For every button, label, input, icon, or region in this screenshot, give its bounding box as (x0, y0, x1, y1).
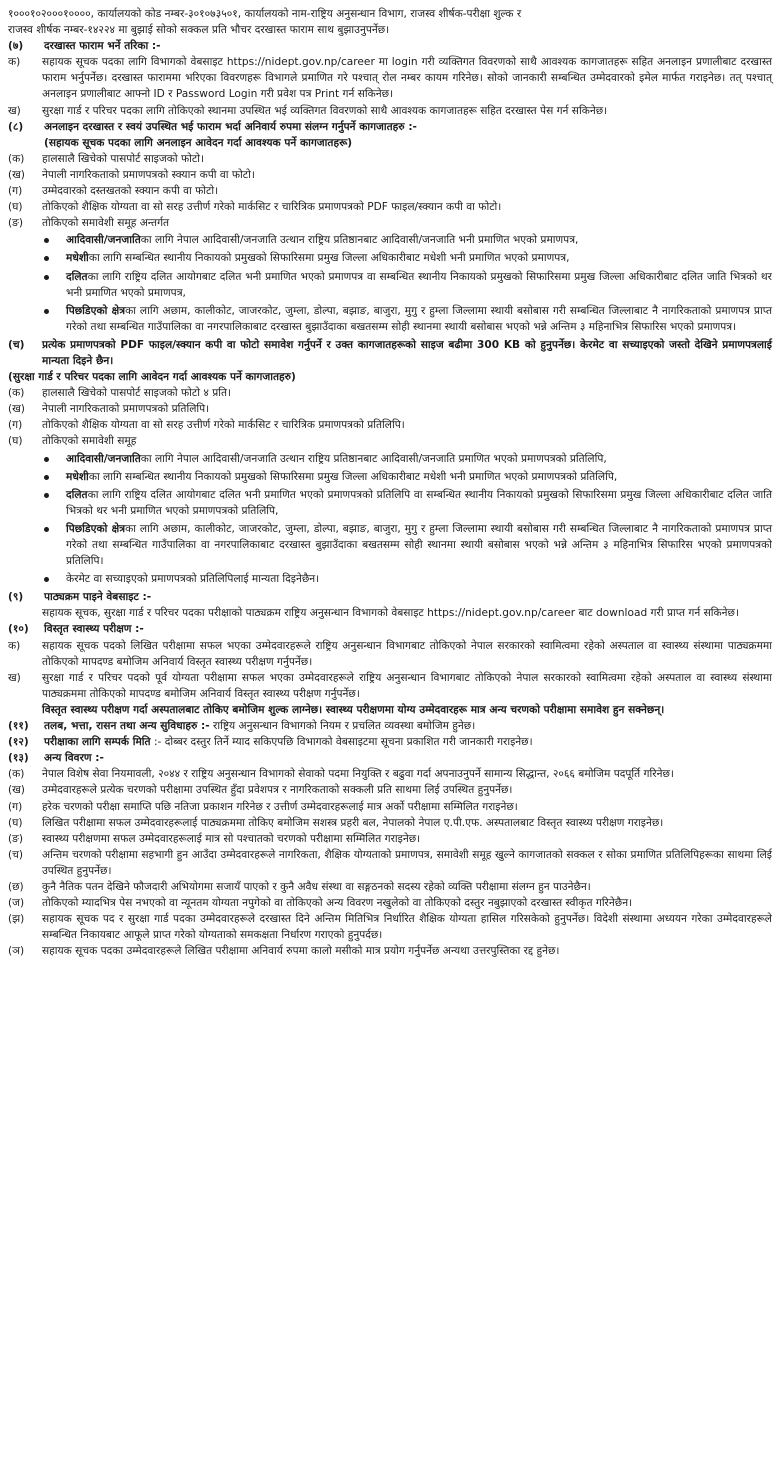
section-title: तलब, भत्ता, रासन तथा अन्य सुविधाहरु :- (44, 720, 210, 733)
section-number: (७) (8, 40, 24, 53)
section-9-heading (8, 589, 772, 605)
item-text: सहायक सूचक पद र सुरक्षा गार्ड पदका उम्मेदवारहरूले दरखास्त दिने अन्तिम मितिभित्र निर्धारित शैक्षिक योग्यता हासिल गरिसकेको हुनुपर्नेछ। विदेशी संस्थामा अध्ययन गरेका उम्मेदवारहरूले सम्बन्धित निकायबाट आफूले प्राप्त गरेको योग्यताको समकक्षता निर्धारण गराएको हुनुपर्दछ। (42, 913, 772, 942)
item-text: हरेक चरणको परीक्षा समाप्ति पछि नतिजा प्रकाशन गरिनेछ र उत्तीर्ण उम्मेदवारहरूलाई मात्र अर्को परीक्षामा सम्मिलित गराइनेछ। (42, 800, 518, 813)
section-10-note: विस्तृत स्वास्थ्य परीक्षण गर्दा अस्पतालबाट तोकिए बमोजिम शुल्क लाग्नेछ। स्वास्थ्य परीक्षणमा योग्य उम्मेदवारहरू मात्र अन्य चरणको परीक्षामा समावेश हुन सक्नेछन्। (42, 703, 665, 716)
item-marker: (घ) (8, 816, 23, 829)
item-marker: (ग) (8, 800, 23, 813)
bullet-text: का लागि अछाम, कालीकोट, जाजरकोट, जुम्ला, डोल्पा, बझाङ, बाजुरा, मुगु र हुम्ला जिल्लामा स्थायी बसोबास गरी सम्बन्धित जिल्लाबाट नै नागरिकताको प्रमाणपत्र प्राप्त गरेको तथा सम्बन्धित गाउँपालिका वा नगरपालिकाबाट दरखास्त बुझाउँदाका बखतसम्म सोही स्थानमा स्थायी बसोबास भएको भन्ने अन्तिम ३ महिनाभित्र सिफारिस भएको प्रमाणपत्रको प्रतिलिपि। (66, 522, 773, 568)
bullet-item (66, 303, 772, 335)
section-10-heading (8, 621, 772, 637)
item-marker: (ख) (8, 168, 25, 181)
item-marker: ख) (8, 671, 21, 684)
item-marker: (ङ) (8, 217, 24, 230)
section-8-heading (8, 119, 772, 135)
section-13-item (8, 943, 772, 959)
section-8-guard-item (8, 401, 772, 417)
item-marker: (ख) (8, 403, 25, 416)
section-8-list-guard (8, 385, 772, 449)
item-text: तोकिएको समावेशी समूह अन्तर्गत (42, 217, 170, 230)
section-8-item-cha (8, 337, 772, 369)
inclusive-group-list-guard (8, 451, 772, 588)
bullet-item (66, 232, 772, 248)
bullet-text: का लागि सम्बन्धित स्थानीय निकायको प्रमुखको सिफारिसमा प्रमुख जिल्ला अधिकारीबाट मधेशी भनी प्रमाणित भएको प्रमाणपत्र, (88, 252, 570, 265)
section-10-item (8, 670, 772, 702)
section-8-subheading-online: (सहायक सूचक पदका लागि अनलाइन आवेदन गर्दा आवश्यक पर्ने कागजातहरू) (44, 136, 353, 149)
item-text: नेपाली नागरिकताको प्रमाणपत्रको स्क्यान कपी वा फोटो। (42, 168, 255, 181)
item-marker: (छ) (8, 880, 24, 893)
item-text: तोकिएको शैक्षिक योग्यता वा सो सरह उत्तीर्ण गरेको मार्कसिट र चारित्रिक प्रमाणपत्रको प्रतिलिपि। (42, 419, 405, 432)
item-text: उम्मेदवारहरूले प्रत्येक चरणको परीक्षामा उपस्थित हुँदा प्रवेशपत्र र नागरिकताको सक्कली प्रति साथमा लिई उपस्थित हुनुपर्नेछ। (42, 784, 513, 797)
section-13-heading (8, 750, 772, 766)
item-marker: (ग) (8, 419, 23, 432)
bullet-group-name: मधेशी (66, 470, 89, 483)
bullet-group-name: आदिवासी/जनजाति (66, 452, 141, 465)
section-title: अन्य विवरण :- (44, 752, 104, 765)
item-marker: ख) (8, 104, 21, 117)
item-marker: (च) (8, 848, 23, 861)
bullet-text: का लागि नेपाल आदिवासी/जनजाति उत्थान राष्ट्रिय प्रतिष्ठानबाट आदिवासी/जनजाति प्रमाणित भएको प्रमाणपत्रको प्रतिलिपि, (140, 452, 607, 465)
item-marker: (ज) (8, 897, 25, 910)
section-8-online-item (8, 215, 772, 231)
section-number: (१३) (8, 752, 29, 765)
item-marker: क) (8, 56, 21, 69)
item-text: नेपाल विशेष सेवा नियमावली, २०४४ र राष्ट्रिय अनुसन्धान विभागको सेवाको पदमा नियुक्ति र बढुवा गर्दा अपनाउनुपर्ने सामान्य सिद्धान्त, २०६६ बमोजिम पदपूर्ति गरिनेछ। (42, 768, 674, 781)
section-number: (८) (8, 120, 24, 133)
item-text: नेपाली नागरिकताको प्रमाणपत्रको प्रतिलिपि। (42, 403, 210, 416)
section-8-online-item (8, 151, 772, 167)
item-text: अन्तिम चरणको परीक्षामा सहभागी हुन आउँदा उम्मेदवारहरूले नागरिकता, शैक्षिक योग्यताको प्रमाणपत्र, समावेशी समूह खुल्ने कागजातको सक्कल र सोका प्रमाणित प्रतिलिपिहरूका साथमा लिई उपस्थित हुनुपर्नेछ। (42, 848, 772, 877)
item-marker: क) (8, 639, 21, 652)
bullet-item (66, 571, 772, 587)
section-title: विस्तृत स्वास्थ्य परीक्षण :- (44, 623, 144, 636)
item-text: सुरक्षा गार्ड र परिचर पदको पूर्व योग्यता परीक्षामा सफल भएका उम्मेदवारहरूले राष्ट्रिय अनुसन्धान विभागबाट तोकिएको नेपाल सरकारको स्वामित्वमा रहेको अस्पताल वा स्वास्थ्य संस्थामा पाठ्यक्रममा तोकिएको मापदण्ड बमोजिम अनिवार्य विस्तृत स्वास्थ्य परीक्षण गर्नुपर्नेछ। (42, 671, 772, 700)
section-text: राष्ट्रिय अनुसन्धान विभागको नियम र प्रचलित व्यवस्था बमोजिम हुनेछ। (209, 720, 476, 733)
item-marker: (घ) (8, 201, 23, 214)
item-text: तोकिएको शैक्षिक योग्यता वा सो सरह उत्तीर्ण गरेको मार्कसिट र चारित्रिक प्रमाणपत्रको PDF फाइल/स्क्यान कपी वा फोटो। (42, 201, 502, 214)
section-number: (१०) (8, 623, 29, 636)
item-marker: (घ) (8, 435, 23, 448)
bullet-group-name: दलित (66, 270, 88, 283)
section-13-item (8, 879, 772, 895)
item-text: सहायक सूचक पदका उम्मेदवारहरूले लिखित परीक्षामा अनिवार्य रुपमा कालो मसीको मात्र प्रयोग गर्नुपर्नेछ अन्यथा उत्तरपुस्तिका रद्द हुनेछ। (42, 945, 560, 958)
section-13-items (8, 766, 772, 959)
section-title: पाठ्यक्रम पाइने वेबसाइट :- (44, 591, 152, 604)
bullet-text: केरमेट वा सच्याइएको प्रमाणपत्रको प्रतिलिपिलाई मान्यता दिइनेछैन। (66, 573, 320, 586)
section-8-guard-item (8, 417, 772, 433)
item-marker: (च) (8, 338, 25, 351)
item-marker: (क) (8, 152, 25, 165)
section-7-item (8, 103, 772, 119)
bullet-group-name: आदिवासी/जनजाति (66, 234, 141, 247)
item-text: सहायक सूचक पदको लिखित परीक्षामा सफल भएका उम्मेदवारहरूले राष्ट्रिय अनुसन्धान विभागबाट तोकिएको नेपाल सरकारको स्वामित्वमा रहेको अस्पताल वा स्वास्थ्य संस्थामा पाठ्यक्रममा तोकिएको मापदण्ड बमोजिम अनिवार्य विस्तृत स्वास्थ्य परीक्षण गर्नुपर्नेछ। (42, 639, 772, 668)
item-marker: (क) (8, 768, 25, 781)
item-text: उम्मेदवारको दस्तखतको स्क्यान कपी वा फोटो। (42, 185, 219, 198)
section-12 (8, 734, 772, 750)
section-number: (९) (8, 591, 24, 604)
section-7-item (8, 54, 772, 102)
section-8-online-item (8, 167, 772, 183)
item-marker: (ग) (8, 185, 23, 198)
section-8-subheading-guard: (सुरक्षा गार्ड र परिचर पदका लागि आवेदन गर्दा आवश्यक पर्ने कागजातहरु) (8, 371, 296, 384)
section-7-heading (8, 38, 772, 54)
item-text: सुरक्षा गार्ड र परिचर पदका लागि तोकिएको स्थानमा उपस्थित भई व्यक्तिगत विवरणको साथै आवश्यक कागजातहरू सहित दरखास्त पेस गर्न सकिनेछ। (42, 104, 608, 117)
section-title: अनलाइन दरखास्त र स्वयं उपस्थित भई फाराम भर्दा अनिवार्य रुपमा संलग्न गर्नुपर्ने कागजातहरु :- (44, 120, 417, 133)
item-marker: (ङ) (8, 832, 24, 845)
section-title: परीक्षाका लागि सम्पर्क मिति (44, 736, 151, 749)
bullet-item (66, 250, 772, 266)
section-8-online-item (8, 183, 772, 199)
bullet-item (66, 269, 772, 301)
bullet-item (66, 521, 772, 569)
section-number: (११) (8, 720, 29, 733)
bullet-item (66, 469, 772, 485)
item-text: हालसालै खिचेको पासपोर्ट साइजको फोटो। (42, 152, 205, 165)
intro-line-1: १०००१०२०००१००००, कार्यालयको कोड नम्बर-३०१०७३५०१, कार्यालयको नाम-राष्ट्रिय अनुसन्धान विभाग, राजस्व शीर्षक-परीक्षा शुल्क र (8, 8, 522, 20)
section-8-guard-item (8, 433, 772, 449)
section-text: :- दोब्बर दस्तुर तिर्ने म्याद सकिएपछि विभागको वेबसाइटमा सूचना प्रकाशित गरी जानकारी गराइनेछ। (150, 736, 533, 749)
section-13-item (8, 831, 772, 847)
section-13-item (8, 847, 772, 879)
intro-line-2: राजस्व शीर्षक नम्बर-१४२२४ मा बुझाई सोको सक्कल प्रति भौचर दरखास्त फाराम साथ बुझाउनुपर्नेछ। (8, 24, 390, 37)
section-title: दरखास्त फाराम भर्ने तरिका :- (44, 40, 161, 53)
item-marker: (ञ) (8, 945, 25, 958)
bullet-text: का लागि सम्बन्धित स्थानीय निकायको प्रमुखको सिफारिसमा प्रमुख जिल्ला अधिकारीबाट मधेशी भनी प्रमाणित भएको प्रमाणपत्रको प्रतिलिपि, (88, 470, 618, 483)
bullet-text: का लागि राष्ट्रिय दलित आयोगबाट दलित भनी प्रमाणित भएको प्रमाणपत्र वा सम्बन्धित स्थानीय निकायको प्रमुखको सिफारिसमा प्रमुख जिल्ला अधिकारीबाट दलित जाति भित्रको थर भनी प्रमाणित भएको प्रमाणपत्र, (66, 270, 772, 299)
section-13-item (8, 911, 772, 943)
bullet-text: का लागि राष्ट्रिय दलित आयोगबाट दलित भनी प्रमाणित भएको प्रमाणपत्रको प्रतिलिपि वा सम्बन्धित स्थानीय निकायको प्रमुखको सिफारिसमा प्रमुख जिल्ला अधिकारीबाट दलित जाति भित्रको थर भनी प्रमाणित भएको प्रमाणपत्रको प्रतिलिपि, (66, 488, 772, 517)
section-13-item (8, 782, 772, 798)
item-marker: (झ) (8, 913, 25, 926)
bullet-text: का लागि अछाम, कालीकोट, जाजरकोट, जुम्ला, डोल्पा, बझाङ, बाजुरा, मुगु र हुम्ला जिल्लामा स्थायी बसोबास गरी सम्बन्धित जिल्लाबाट नै नागरिकताको प्रमाणपत्र प्राप्त गरेको तथा सम्बन्धित गाउँपालिका वा नगरपालिकाबाट दरखास्त बुझाउँदाका बखतसम्म सोही स्थानमा स्थायी बसोबास भएको भन्ने अन्तिम ३ महिनाभित्र सिफारिस भएको प्रमाणपत्र। (66, 304, 773, 333)
item-text: स्वास्थ्य परीक्षणमा सफल उम्मेदवारहरूलाई मात्र सो पश्चातको चरणको परीक्षामा सम्मिलित गराइनेछ। (42, 832, 421, 845)
section-13-item (8, 799, 772, 815)
section-9-text: सहायक सूचक, सुरक्षा गार्ड र परिचर पदका परीक्षाको पाठ्यक्रम राष्ट्रिय अनुसन्धान विभागको वेबसाइट https://nidept.gov.np/career बाट download गरी प्राप्त गर्न सकिनेछ। (42, 607, 739, 620)
section-7-items (8, 54, 772, 118)
item-text: तोकिएको समावेशी समूह (42, 435, 137, 448)
bullet-group-name: पिछडिएको क्षेत्र (66, 522, 126, 535)
section-8-list-online (8, 151, 772, 231)
bullet-group-name: दलित (66, 488, 88, 501)
section-13-item (8, 895, 772, 911)
section-10-item (8, 638, 772, 670)
bullet-group-name: पिछडिएको क्षेत्र (66, 304, 126, 317)
item-text: तोकिएको म्यादभित्र पेस नभएको वा न्यूनतम योग्यता नपुगेको वा तोकिएको अन्य विवरण नखुलेको वा तोकिएको दस्तुर नबुझाएको दरखास्त स्वीकृत गरिनेछैन। (42, 897, 633, 910)
item-text: हालसालै खिचेको पासपोर्ट साइजको फोटो ४ प्रति। (42, 387, 232, 400)
item-marker: (क) (8, 387, 25, 400)
section-10-items (8, 638, 772, 702)
item-text: कुनै नैतिक पतन देखिने फौजदारी अभियोगमा सजायँ पाएको र कुनै अवैध संस्था वा सङ्गठनको सदस्य रहेको व्यक्ति परीक्षामा संलग्न हुन पाउनेछैन। (42, 880, 591, 893)
section-13-item (8, 766, 772, 782)
item-text: प्रत्येक प्रमाणपत्रको PDF फाइल/स्क्यान कपी वा फोटो समावेश गर्नुपर्ने र उक्त कागजातहरूको साइज बढीमा 300 KB को हुनुपर्नेछ। केरमेट वा सच्याइएको जस्तो देखिने प्रमाणपत्रलाई मान्यता दिइने छैन। (42, 338, 772, 367)
inclusive-group-list-online (8, 232, 772, 335)
item-text: लिखित परीक्षामा सफल उम्मेदवारहरूलाई पाठ्यक्रममा तोकिए बमोजिम सशस्त्र प्रहरी बल, नेपालको नेपाल ए.पी.एफ. अस्पतालबाट विस्तृत स्वास्थ्य परीक्षण गराइनेछ। (42, 816, 664, 829)
bullet-item (66, 487, 772, 519)
section-13-item (8, 815, 772, 831)
item-text: सहायक सूचक पदका लागि विभागको वेबसाइट https://nidept.gov.np/career मा login गरी व्यक्तिगत विवरणको साथै आवश्यक कागजातहरू सहित अनलाइन प्रणालीबाट दरखास्त फाराम भर्नुपर्नेछ। दरखास्त फाराममा भरिएका विवरणहरू विभागले प्रमाणित गरे पश्चात् रोल नम्बर कायम गरिनेछ। सोको जानकारी सम्बन्धित उम्मेदवारको इमेल मार्फत गराइनेछ। तत् पश्चात् अनलाइन प्रणालीबाट आफ्नो ID र Password Login गरी प्रवेश पत्र Print गर्न सकिनेछ। (42, 56, 772, 101)
bullet-text: का लागि नेपाल आदिवासी/जनजाति उत्थान राष्ट्रिय प्रतिष्ठानबाट आदिवासी/जनजाति भनी प्रमाणित भएको प्रमाणपत्र, (140, 234, 579, 247)
bullet-group-name: मधेशी (66, 252, 89, 265)
section-11 (8, 718, 772, 734)
section-8-online-item (8, 199, 772, 215)
bullet-item (66, 451, 772, 467)
section-8-guard-item (8, 385, 772, 401)
item-marker: (ख) (8, 784, 25, 797)
section-number: (१२) (8, 736, 29, 749)
